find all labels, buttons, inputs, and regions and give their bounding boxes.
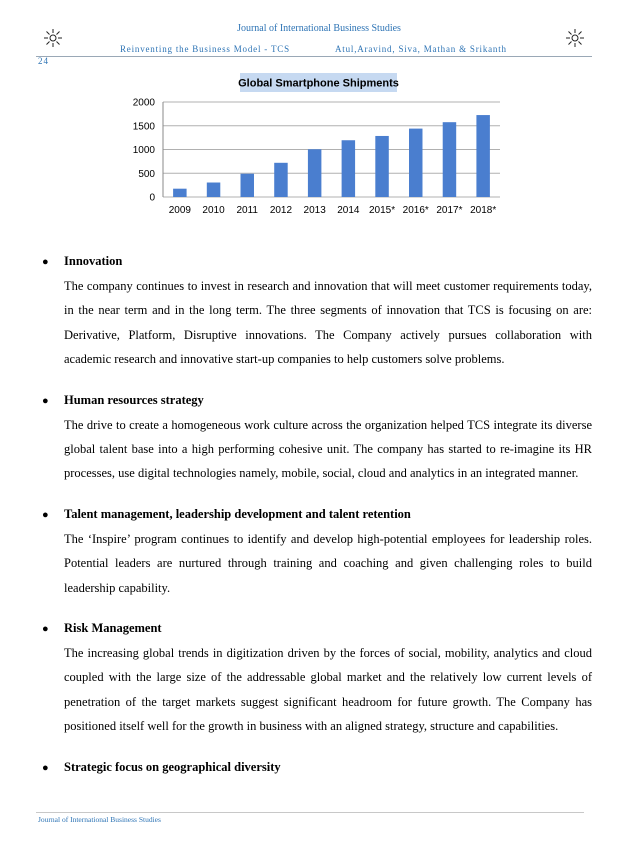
chart-x-tick-label: 2009 (168, 205, 191, 216)
chart-x-tick-label: 2010 (202, 205, 225, 216)
section-hr-strategy (42, 393, 592, 486)
section-title: Risk Management (64, 621, 162, 636)
section-paragraph: The company continues to invest in research and innovation that will meet customer requirements today, in the near term and in the long term. The three segments of innovation that TCS is focusing on are: Derivative, Platform, Disruptive innovations. The Company actively pursues collaboration with academic research and innovative start-up companies to help customers solve problems. (64, 279, 592, 367)
chart-x-tick-label: 2018* (470, 205, 497, 216)
chart-bar (274, 163, 287, 197)
chart-y-tick-label: 0 (149, 192, 155, 204)
chart-bar (409, 129, 422, 197)
sun-ornament-icon (565, 28, 585, 48)
section-paragraph: The ‘Inspire’ program continues to identify and develop high-potential employees for leadership roles. Potential leaders are nurtured through training and coaching and given challenging roles to build leadership capability. (64, 531, 592, 595)
chart-y-tick-label: 1500 (132, 121, 155, 133)
section-risk-management (42, 621, 592, 739)
bullet-icon: ● (42, 256, 49, 268)
section-geographical-diversity (42, 760, 592, 775)
chart-x-tick-label: 2015* (368, 205, 396, 216)
section-talent-management (42, 507, 592, 600)
article-body (42, 254, 592, 796)
chart-y-tick-label: 500 (138, 168, 155, 180)
section-paragraph: The increasing global trends in digitization driven by the forces of social, mobility, analytics and cloud coupled with the large size of the addressable global market and the relatively low current levels of penetration of the target markets suggest significant headroom for future growth. The Company has positioned itself well for the growth in business with an aligned strategy, structure and capabilities. (64, 646, 592, 734)
bullet-icon: ● (42, 761, 49, 774)
section-paragraph: The drive to create a homogeneous work culture across the organization helped TCS integrate its diverse global talent base into a high performing cohesive unit. The company has started to re-imagine its HR processes, use digital technologies namely, mobile, social, cloud and analytics in an integrated manner. (64, 417, 592, 481)
chart-bar (443, 122, 456, 197)
section-innovation (42, 254, 592, 372)
chart-bar (241, 174, 254, 197)
section-title: Innovation (64, 254, 123, 268)
shipments-bar-chart (100, 70, 510, 230)
header-authors: Atul,Aravind, Siva, Mathan & Srikanth (335, 44, 507, 54)
chart-x-tick-label: 2013 (303, 205, 326, 216)
page-number: 24 (38, 56, 49, 66)
chart-x-tick-label: 2017* (436, 205, 463, 216)
chart-bar (342, 140, 355, 197)
footer-journal: Journal of International Business Studies (38, 815, 161, 824)
header-rule (36, 56, 592, 57)
section-title: Talent management, leadership development and talent retention (64, 506, 411, 521)
chart-title: Global Smartphone Shipments (238, 77, 399, 90)
chart-x-tick-label: 2011 (236, 205, 259, 216)
chart-bar (375, 136, 388, 197)
header-journal-title: Journal of International Business Studies (237, 23, 401, 34)
section-title: Human resources strategy (64, 392, 204, 407)
chart-x-tick-label: 2016* (402, 205, 429, 216)
bullet-icon: ● (42, 623, 49, 636)
chart-bar (308, 149, 321, 197)
chart-bar (207, 183, 220, 197)
section-title: Strategic focus on geographical diversity (64, 759, 281, 774)
chart-y-tick-label: 1000 (132, 145, 155, 156)
chart-x-tick-label: 2014 (337, 205, 360, 216)
footer-rule (36, 812, 584, 813)
bullet-icon: ● (42, 508, 49, 521)
header-article-title: Reinventing the Business Model - TCS (120, 44, 290, 54)
sun-ornament-icon (43, 28, 63, 48)
chart-bar (476, 115, 489, 197)
chart-y-tick-label: 2000 (132, 97, 155, 109)
chart-bar (173, 189, 186, 197)
bullet-icon: ● (42, 394, 49, 407)
chart-x-tick-label: 2012 (269, 205, 293, 216)
